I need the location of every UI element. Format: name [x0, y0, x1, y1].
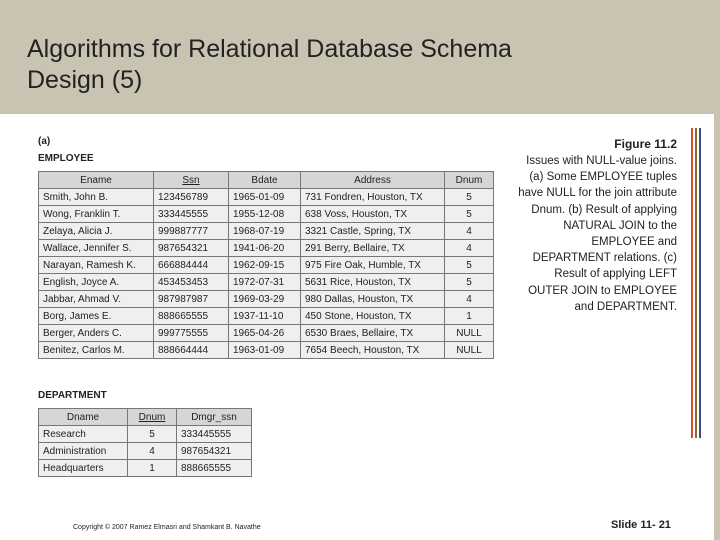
table-cell: 6530 Braes, Bellaire, TX	[301, 325, 445, 342]
column-header: Address	[301, 172, 445, 189]
table-cell: Wallace, Jennifer S.	[39, 240, 154, 257]
table-cell: 980 Dallas, Houston, TX	[301, 291, 445, 308]
slide-title	[27, 34, 512, 96]
table-cell: 888664444	[154, 342, 229, 359]
table-row	[39, 291, 494, 308]
table-row	[39, 443, 252, 460]
table-cell: 1965-04-26	[229, 325, 301, 342]
figure-part-label: (a)	[38, 136, 51, 147]
table-cell: 1955-12-08	[229, 206, 301, 223]
table-cell: 5631 Rice, Houston, TX	[301, 274, 445, 291]
table-cell: 1937-11-10	[229, 308, 301, 325]
right-decor-bar	[714, 114, 720, 540]
column-header: Dnum	[445, 172, 494, 189]
table-cell: 4	[128, 443, 177, 460]
column-header: Dname	[39, 409, 128, 426]
table-cell: 666884444	[154, 257, 229, 274]
department-header-row	[39, 409, 252, 426]
slide-title-line2: Design (5)	[27, 66, 143, 94]
table-cell: 999775555	[154, 325, 229, 342]
table-row	[39, 223, 494, 240]
table-row	[39, 257, 494, 274]
column-header: Ename	[39, 172, 154, 189]
figure-caption-block	[514, 137, 677, 315]
table-cell: NULL	[445, 342, 494, 359]
table-cell: 123456789	[154, 189, 229, 206]
table-row	[39, 460, 252, 477]
table-cell: 638 Voss, Houston, TX	[301, 206, 445, 223]
figure-title: Figure 11.2	[614, 137, 677, 151]
column-header: Bdate	[229, 172, 301, 189]
table-row	[39, 342, 494, 359]
column-header: Dmgr_ssn	[177, 409, 252, 426]
table-cell: 975 Fire Oak, Humble, TX	[301, 257, 445, 274]
table-row	[39, 308, 494, 325]
table-cell: 5	[445, 189, 494, 206]
table-cell: Berger, Anders C.	[39, 325, 154, 342]
accent-line-brown	[695, 128, 697, 438]
table-row	[39, 206, 494, 223]
column-header: Dnum	[128, 409, 177, 426]
table-cell: 4	[445, 240, 494, 257]
department-relation-name: DEPARTMENT	[38, 390, 107, 401]
table-cell: 291 Berry, Bellaire, TX	[301, 240, 445, 257]
table-cell: Zelaya, Alicia J.	[39, 223, 154, 240]
table-cell: English, Joyce A.	[39, 274, 154, 291]
table-cell: Jabbar, Ahmad V.	[39, 291, 154, 308]
table-cell: 987654321	[177, 443, 252, 460]
table-cell: 4	[445, 223, 494, 240]
table-cell: 888665555	[154, 308, 229, 325]
table-cell: 5	[128, 426, 177, 443]
table-cell: Research	[39, 426, 128, 443]
table-cell: 333445555	[177, 426, 252, 443]
copyright-text: Copyright © 2007 Ramez Elmasri and Shamkant B. Navathe	[73, 524, 261, 531]
table-cell: 450 Stone, Houston, TX	[301, 308, 445, 325]
table-cell: 5	[445, 257, 494, 274]
table-row	[39, 274, 494, 291]
table-cell: 1962-09-15	[229, 257, 301, 274]
table-cell: NULL	[445, 325, 494, 342]
column-header: Ssn	[154, 172, 229, 189]
table-cell: 1963-01-09	[229, 342, 301, 359]
table-cell: 1965-01-09	[229, 189, 301, 206]
employee-table	[38, 171, 494, 359]
table-cell: 1968-07-19	[229, 223, 301, 240]
table-cell: 3321 Castle, Spring, TX	[301, 223, 445, 240]
table-cell: Wong, Franklin T.	[39, 206, 154, 223]
table-row	[39, 325, 494, 342]
table-cell: Narayan, Ramesh K.	[39, 257, 154, 274]
table-row	[39, 426, 252, 443]
table-row	[39, 240, 494, 257]
table-cell: 1	[445, 308, 494, 325]
table-cell: Borg, James E.	[39, 308, 154, 325]
table-cell: 453453453	[154, 274, 229, 291]
table-cell: 1972-07-31	[229, 274, 301, 291]
table-cell: 731 Fondren, Houston, TX	[301, 189, 445, 206]
table-cell: 7654 Beech, Houston, TX	[301, 342, 445, 359]
table-cell: Benitez, Carlos M.	[39, 342, 154, 359]
table-cell: 888665555	[177, 460, 252, 477]
department-table	[38, 408, 252, 477]
table-cell: Smith, John B.	[39, 189, 154, 206]
employee-header-row	[39, 172, 494, 189]
table-cell: Headquarters	[39, 460, 128, 477]
accent-line-blue	[699, 128, 701, 438]
table-cell: 5	[445, 274, 494, 291]
slide-title-line1: Algorithms for Relational Database Schema	[27, 35, 512, 63]
table-cell: Administration	[39, 443, 128, 460]
accent-line-red	[691, 128, 693, 438]
table-cell: 4	[445, 291, 494, 308]
table-cell: 333445555	[154, 206, 229, 223]
table-row	[39, 189, 494, 206]
slide-number: Slide 11- 21	[611, 519, 671, 531]
table-cell: 1941-06-20	[229, 240, 301, 257]
table-cell: 5	[445, 206, 494, 223]
figure-caption: Issues with NULL-value joins. (a) Some EMPLOYEE tuples have NULL for the join attribute Dnum. (b) Result of applying NATURAL JOIN to the EMPLOYEE and DEPARTMENT relations. (c) Result of applying LEFT OUTER JOIN to EMPLOYEE and DEPARTMENT.	[518, 155, 677, 313]
slide-header	[0, 0, 720, 114]
table-cell: 999887777	[154, 223, 229, 240]
table-cell: 987654321	[154, 240, 229, 257]
table-cell: 1969-03-29	[229, 291, 301, 308]
employee-relation-name: EMPLOYEE	[38, 153, 94, 164]
table-cell: 1	[128, 460, 177, 477]
table-cell: 987987987	[154, 291, 229, 308]
